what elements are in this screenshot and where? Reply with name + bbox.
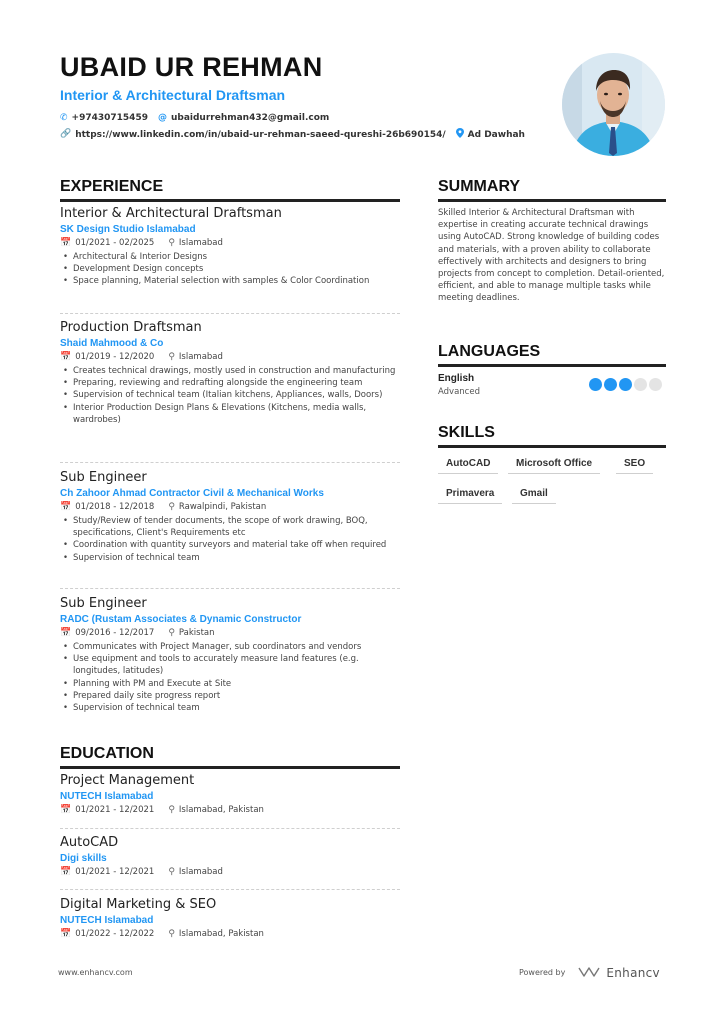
- bullet-item: • Study/Review of tender documents, the scope of work drawing, BOQ, specifications, Client's Requirements etc: [60, 515, 400, 539]
- bullet-item: • Supervision of technical team: [60, 552, 400, 564]
- rating-dot-filled: [619, 378, 632, 391]
- bullet-item: • Prepared daily site progress report: [60, 690, 400, 702]
- job-meta: [60, 238, 400, 248]
- calendar-icon: 📅: [60, 502, 72, 512]
- location-text: Ad Dawhah: [467, 129, 525, 140]
- experience-heading: EXPERIENCE: [60, 178, 400, 202]
- job-location: Islamabad: [178, 238, 223, 248]
- contact-row-1: [60, 113, 339, 123]
- education-location: Islamabad, Pakistan: [178, 805, 264, 815]
- skill-tag: Gmail: [512, 488, 556, 504]
- location-pin-icon: ⚲: [168, 352, 175, 362]
- skill-tag: AutoCAD: [438, 458, 498, 474]
- bullet-item: • Planning with PM and Execute at Site: [60, 678, 400, 690]
- calendar-icon: 📅: [60, 352, 72, 362]
- calendar-icon: 📅: [60, 867, 72, 877]
- phone-item[interactable]: [60, 113, 148, 123]
- experience-entry-4: [60, 596, 400, 714]
- skill-tag: Microsoft Office: [508, 458, 600, 474]
- languages-heading: LANGUAGES: [438, 343, 666, 367]
- job-meta: [60, 628, 400, 638]
- job-title: Sub Engineer: [60, 470, 147, 485]
- contact-row-2: [60, 128, 535, 141]
- entry-divider: [60, 889, 400, 890]
- job-dates: 09/2016 - 12/2017: [75, 628, 155, 638]
- job-meta: [60, 352, 400, 362]
- bullet-item: • Preparing, reviewing and redrafting alongside the engineering team: [60, 377, 400, 389]
- footer-branding: [519, 963, 660, 982]
- footer-website[interactable]: www.enhancv.com: [58, 968, 133, 977]
- school-name[interactable]: NUTECH Islamabad: [60, 915, 154, 926]
- bullet-item: • Development Design concepts: [60, 263, 400, 275]
- bullet-item: • Space planning, Material selection with samples & Color Coordination: [60, 275, 400, 287]
- experience-entry-2: [60, 320, 400, 426]
- job-dates: 01/2018 - 12/2018: [75, 502, 155, 512]
- education-dates: 01/2022 - 12/2022: [75, 929, 155, 939]
- job-bullets: [60, 251, 400, 288]
- bullet-item: • Supervision of technical team (Italian kitchens, Appliances, walls, Doors): [60, 389, 400, 401]
- skills-heading: SKILLS: [438, 424, 666, 448]
- location-pin-icon: ⚲: [168, 238, 175, 248]
- education-heading: EDUCATION: [60, 745, 400, 769]
- bullet-item: • Coordination with quantity surveyors and material take off when required: [60, 539, 400, 551]
- education-meta: [60, 805, 400, 815]
- bullet-item: • Supervision of technical team: [60, 702, 400, 714]
- education-location: Islamabad: [178, 867, 223, 877]
- candidate-headline: Interior & Architectural Draftsman: [60, 87, 286, 103]
- location-pin-icon: ⚲: [168, 502, 175, 512]
- job-location: Pakistan: [178, 628, 215, 638]
- education-entry-1: [60, 773, 400, 818]
- experience-entry-1: [60, 206, 400, 288]
- linkedin-item[interactable]: [60, 130, 446, 140]
- education-entry-2: [60, 835, 400, 880]
- education-dates: 01/2021 - 12/2021: [75, 805, 155, 815]
- phone-text: +97430715459: [71, 113, 148, 123]
- rating-dot-empty: [634, 378, 647, 391]
- at-sign-icon: @: [157, 112, 167, 123]
- powered-by-text: Powered by: [519, 968, 566, 977]
- company-name[interactable]: RADC (Rustam Associates & Dynamic Constructor: [60, 614, 302, 625]
- job-title: Interior & Architectural Draftsman: [60, 206, 282, 221]
- education-meta: [60, 929, 400, 939]
- entry-divider: [60, 313, 400, 314]
- linkedin-text: https://www.linkedin.com/in/ubaid-ur-rehman-saeed-qureshi-26b690154/: [75, 129, 446, 140]
- enhancv-logo-icon: [577, 963, 601, 982]
- location-item: [456, 128, 525, 141]
- brand-name[interactable]: Enhancv: [606, 965, 660, 980]
- company-name[interactable]: Shaid Mahmood & Co: [60, 338, 164, 349]
- job-title: Sub Engineer: [60, 596, 147, 611]
- degree-title: Digital Marketing & SEO: [60, 897, 217, 912]
- calendar-icon: 📅: [60, 929, 72, 939]
- company-name[interactable]: Ch Zahoor Ahmad Contractor Civil & Mechanical Works: [60, 488, 324, 499]
- bullet-item: • Use equipment and tools to accurately measure land features (e.g. longitudes, latitudes): [60, 653, 400, 677]
- job-bullets: [60, 641, 400, 714]
- education-dates: 01/2021 - 12/2021: [75, 867, 155, 877]
- degree-title: AutoCAD: [60, 835, 119, 850]
- school-name[interactable]: Digi skills: [60, 853, 107, 864]
- job-meta: [60, 502, 400, 512]
- entry-divider: [60, 462, 400, 463]
- entry-divider: [60, 588, 400, 589]
- summary-text: Skilled Interior & Architectural Draftsman with expertise in creating accurate technical drawings using AutoCAD. Strong knowledge of building codes and materials, with a proven ability to collaborate effectively with architects and designers to bring projects from concept to completion. Detail-oriented, efficient, and able to manage multiple tasks while meeting deadlines.: [438, 208, 665, 304]
- job-bullets: [60, 365, 400, 426]
- experience-entry-3: [60, 470, 400, 564]
- company-name[interactable]: SK Design Studio Islamabad: [60, 224, 196, 235]
- education-location: Islamabad, Pakistan: [178, 929, 264, 939]
- job-dates: 01/2021 - 02/2025: [75, 238, 155, 248]
- language-level: Advanced: [438, 387, 480, 397]
- rating-dot-empty: [649, 378, 662, 391]
- location-pin-icon: ⚲: [168, 805, 175, 815]
- language-rating: [589, 378, 664, 391]
- job-dates: 01/2019 - 12/2020: [75, 352, 155, 362]
- location-pin-icon: ⚲: [168, 929, 175, 939]
- bullet-item: • Architectural & Interior Designs: [60, 251, 400, 263]
- bullet-item: • Interior Production Design Plans & Elevations (Kitchens, media walls, wardrobes): [60, 402, 400, 426]
- job-bullets: [60, 515, 400, 564]
- skill-tag: SEO: [616, 458, 653, 474]
- job-location: Islamabad: [178, 352, 223, 362]
- job-location: Rawalpindi, Pakistan: [178, 502, 267, 512]
- rating-dot-filled: [589, 378, 602, 391]
- degree-title: Project Management: [60, 773, 195, 788]
- link-icon: 🔗: [60, 129, 72, 139]
- education-meta: [60, 867, 400, 877]
- location-pin-icon: ⚲: [168, 867, 175, 877]
- language-name: English: [438, 373, 475, 384]
- calendar-icon: 📅: [60, 628, 72, 638]
- calendar-icon: 📅: [60, 805, 72, 815]
- calendar-icon: 📅: [60, 238, 72, 248]
- summary-heading: SUMMARY: [438, 178, 666, 202]
- skill-tag: Primavera: [438, 488, 502, 504]
- education-entry-3: [60, 897, 400, 942]
- bullet-item: • Creates technical drawings, mostly used in construction and manufacturing: [60, 365, 400, 377]
- email-text: ubaidurrehman432@gmail.com: [170, 113, 330, 123]
- candidate-name: UBAID UR REHMAN: [60, 52, 323, 82]
- phone-icon: ✆: [60, 112, 68, 123]
- bullet-item: • Communicates with Project Manager, sub coordinators and vendors: [60, 641, 400, 653]
- rating-dot-filled: [604, 378, 617, 391]
- school-name[interactable]: NUTECH Islamabad: [60, 791, 154, 802]
- profile-photo: [562, 53, 665, 156]
- location-pin-icon: [456, 128, 464, 141]
- location-pin-icon: ⚲: [168, 628, 175, 638]
- email-item[interactable]: [158, 113, 329, 123]
- entry-divider: [60, 828, 400, 829]
- job-title: Production Draftsman: [60, 320, 202, 335]
